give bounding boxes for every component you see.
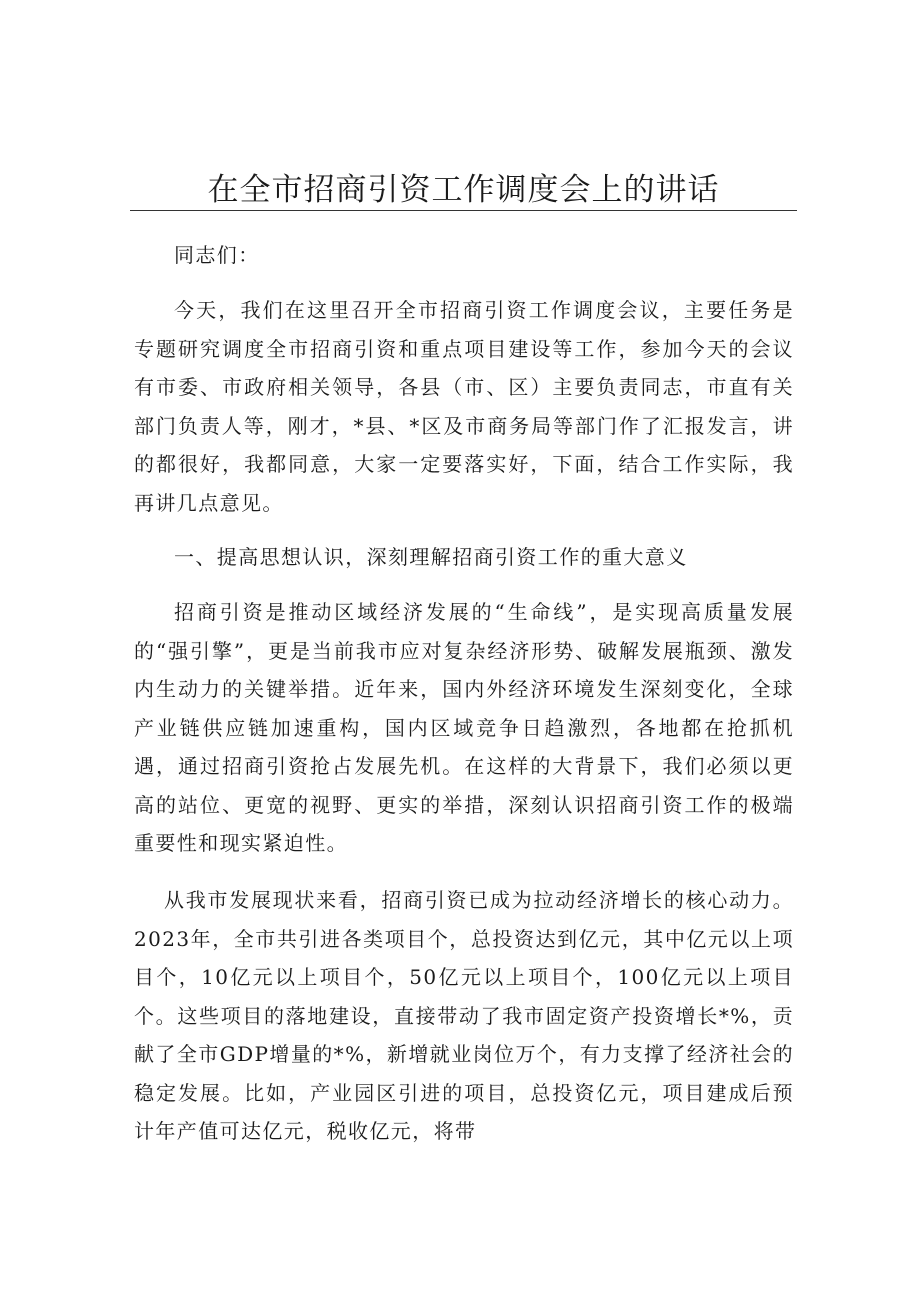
paragraph-significance: 招商引资是推动区域经济发展的“生命线”，是实现高质量发展的“强引擎”，更是当前我市应对复杂经济形势、破解发展瓶颈、激发内生动力的关键举措。近年来，国内外经济环境发生深刻变化，全球产业链供应链加速重构，国内区域竞争日趋激烈，各地都在抢抓机遇，通过招商引资抢占发展先机。在这样的大背景下，我们必须以更高的站位、更宽的视野、更实的举措，深刻认识招商引资工作的极端重要性和现实紧迫性。 (134, 600, 794, 855)
document-title: 在全市招商引资工作调度会上的讲话 (207, 172, 720, 208)
paragraph-status: 从我市发展现状来看，招商引资已成为拉动经济增长的核心动力。2023年，全市共引进各类项目个，总投资达到亿元，其中亿元以上项目个，10亿元以上项目个，50亿元以上项目个，100亿元以上项目个。这些项目的落地建设，直接带动了我市固定资产投资增长*%，贡献了全市GDP增量的*%，新增就业岗位万个，有力支撑了经济社会的稳定发展。比如，产业园区引进的项目，总投资亿元，项目建成后预计年产值可达亿元，税收亿元，将带 (134, 888, 794, 1143)
paragraph-intro: 今天，我们在这里召开全市招商引资工作调度会议，主要任务是专题研究调度全市招商引资和重点项目建设等工作，参加今天的会议有市委、市政府相关领导，各县（市、区）主要负责同志，市直有关部门负责人等，刚才，*县、*区及市商务局等部门作了汇报发言，讲的都很好，我都同意，大家一定要落实好，下面，结合工作实际，我再讲几点意见。 (134, 298, 794, 515)
section-heading-1: 一、提高思想认识，深刻理解招商引资工作的重大意义 (174, 545, 688, 569)
greeting: 同志们： (174, 243, 260, 267)
title-underline (130, 210, 797, 211)
